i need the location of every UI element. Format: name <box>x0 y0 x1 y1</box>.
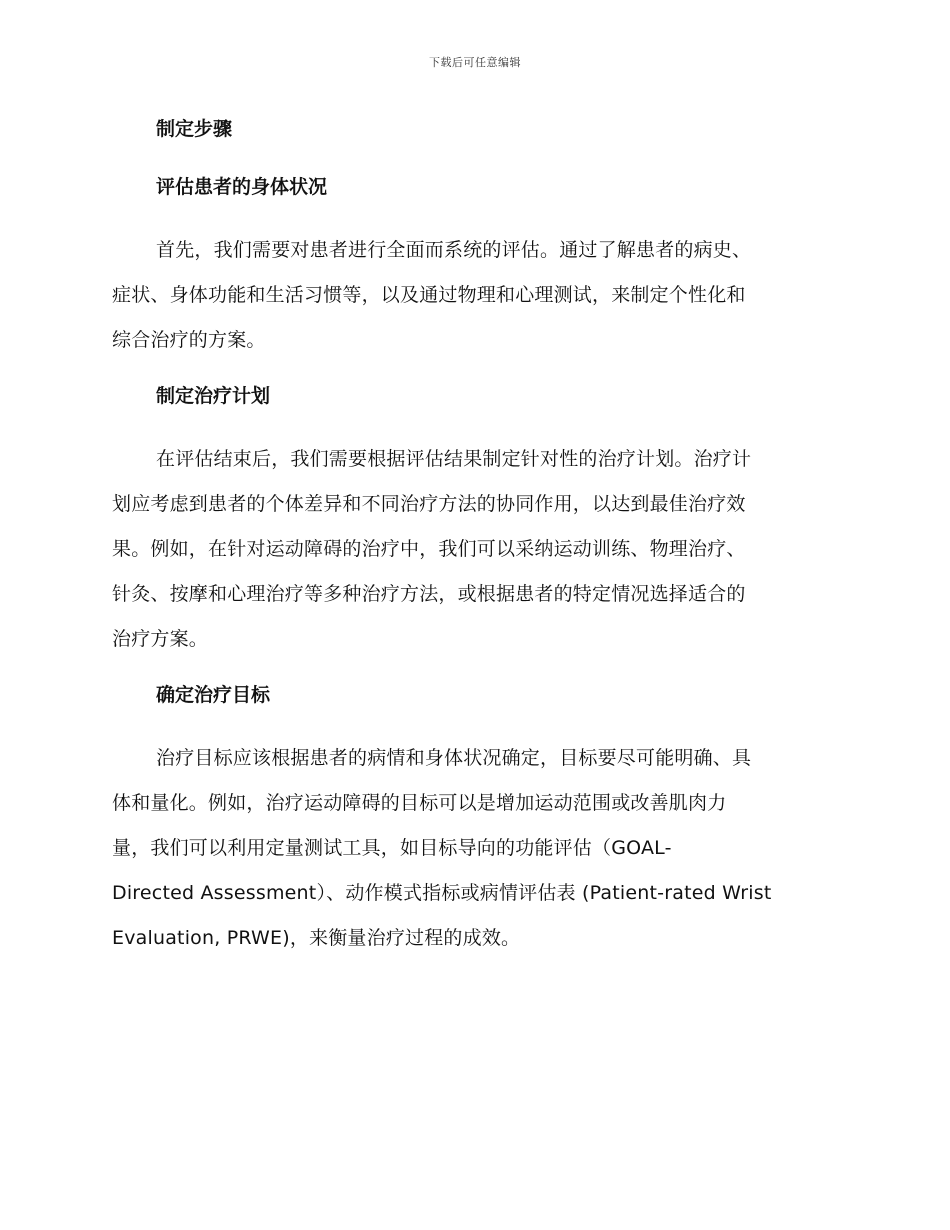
paragraph-line: 果。例如，在针对运动障碍的治疗中，我们可以采纳运动训练、物理治疗、 <box>112 538 746 560</box>
paragraph-line: Directed Assessment）、动作模式指标或病情评估表 (Patient-rated Wrist <box>112 882 772 904</box>
paragraph-line: 症状、身体功能和生活习惯等，以及通过物理和心理测试，来制定个性化和 <box>112 284 746 306</box>
paragraph-line: 量，我们可以利用定量测试工具，如目标导向的功能评估（GOAL- <box>112 837 672 859</box>
section-heading-goals: 确定治疗目标 <box>156 684 271 706</box>
paragraph-line: 治疗目标应该根据患者的病情和身体状况确定，目标要尽可能明确、具 <box>156 747 752 769</box>
paragraph-goals <box>112 736 840 961</box>
paragraph-line: 首先，我们需要对患者进行全面而系统的评估。通过了解患者的病史、 <box>156 239 752 261</box>
paragraph-plan <box>112 437 840 662</box>
paragraph-line: 划应考虑到患者的个体差异和不同治疗方法的协同作用，以达到最佳治疗效 <box>112 493 746 515</box>
page-header: 下载后可任意编辑 <box>429 56 521 69</box>
paragraph-line: Evaluation, PRWE)，来衡量治疗过程的成效。 <box>112 927 521 949</box>
section-heading-assessment: 评估患者的身体状况 <box>156 176 328 198</box>
paragraph-line: 针灸、按摩和心理治疗等多种治疗方法，或根据患者的特定情况选择适合的 <box>112 583 746 605</box>
section-heading-plan: 制定治疗计划 <box>156 385 271 407</box>
paragraph-line: 在评估结束后，我们需要根据评估结果制定针对性的治疗计划。治疗计 <box>156 448 752 470</box>
paragraph-line: 体和量化。例如，治疗运动障碍的目标可以是增加运动范围或改善肌肉力 <box>112 792 727 814</box>
paragraph-assessment <box>112 228 840 363</box>
paragraph-line: 治疗方案。 <box>112 628 209 650</box>
paragraph-line: 综合治疗的方案。 <box>112 329 266 351</box>
main-heading: 制定步骤 <box>156 118 233 140</box>
document-body <box>112 112 840 977</box>
